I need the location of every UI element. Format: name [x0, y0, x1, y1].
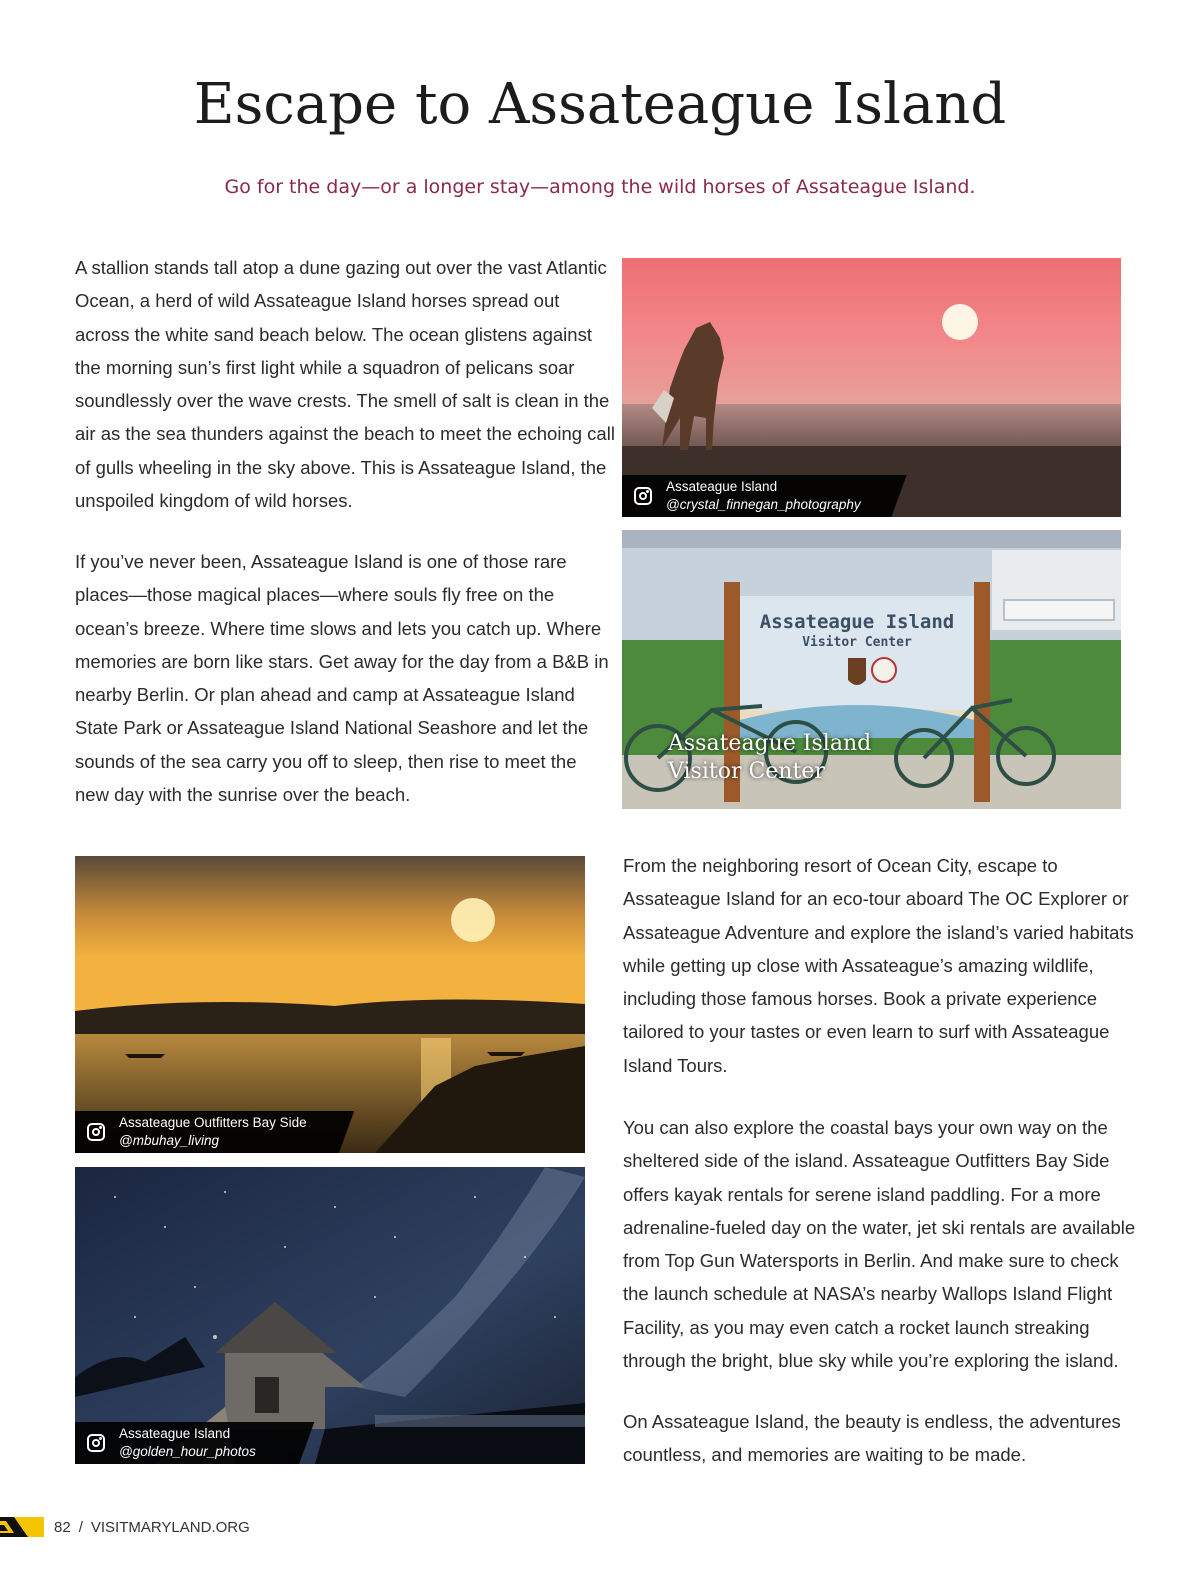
credit-location: Assateague Outfitters Bay Side [119, 1115, 307, 1130]
coastal-bays-paragraph: You can also explore the coastal bays your own way on the sheltered side of the island. Assateague Outfitters Bay Side offers kayak rentals for serene island paddling. For a more adrenaline-fueled day on the water, jet ski rentals are available from Top Gun Watersports in Berlin. And make sure to check the launch schedule at NASA’s nearby Wallops Island Flight Facility, as you may even catch a rocket launch streaking through the bright, blue sky while you’re exploring the island. [623, 1117, 1136, 1372]
page-footer [0, 1515, 250, 1539]
credit-location: Assateague Island [666, 479, 778, 494]
milky-way-photo [75, 1167, 585, 1464]
page-number: 82 [54, 1518, 71, 1536]
second-paragraph: If you’ve never been, Assateague Island is one of those rare places—those magical places—where souls fly free on the ocean’s breeze. Where time slows and lets you catch up. Where memories are born like stars. Get away for the day from a B&B in nearby Berlin. Or plan ahead and camp at Assateague Island State Park or Assateague Island National Seashore and let the sounds of the sea carry you off to sleep, then rise to meet the new day with the sunrise over the beach. [75, 551, 609, 806]
site-link[interactable]: VISITMARYLAND.ORG [90, 1518, 250, 1536]
instagram-icon [87, 1434, 105, 1452]
photo-credit [75, 1111, 417, 1153]
horse-sunset-photo [622, 258, 1121, 517]
credit-handle: @crystal_finnegan_photography [666, 497, 861, 512]
visitor-center-caption [668, 730, 871, 786]
caption-line1: Assateague Island [668, 731, 872, 756]
page-subtitle: Go for the day—or a longer stay—among the wild horses of Assateague Island. [224, 176, 976, 198]
sign-line1: Assateague Island [759, 611, 955, 633]
kayak-sunset-image [75, 856, 585, 1153]
credit-handle: @mbuhay_living [119, 1133, 220, 1148]
credit-handle: @golden_hour_photos [119, 1444, 256, 1459]
page-title: Escape to Assateague Island [193, 72, 1007, 137]
maryland-flag-icon [0, 1517, 44, 1537]
caption-line2: Visitor Center [668, 759, 825, 784]
visitor-center-photo [622, 530, 1121, 809]
closing-paragraph: On Assateague Island, the beauty is endless, the adventures countless, and memories are waiting to be made. [623, 1411, 1121, 1466]
milky-way-image [75, 1167, 585, 1464]
eco-tour-paragraph: From the neighboring resort of Ocean City, escape to Assateague Island for an eco-tour aboard The OC Explorer or Assateague Adventure and explore the island’s varied habitats while getting up close with Assateague’s amazing wildlife, including those famous horses. Book a private experience tailored to your tastes or even learn to surf with Assateague Island Tours. [623, 855, 1134, 1076]
sign-line2: Visitor Center [802, 635, 912, 650]
photo-credit [75, 1422, 366, 1464]
footer-separator: / [78, 1518, 83, 1536]
kayak-sunset-photo [75, 856, 585, 1153]
credit-location: Assateague Island [119, 1426, 231, 1441]
intro-paragraph: A stallion stands tall atop a dune gazing out over the vast Atlantic Ocean, a herd of wild Assateague Island horses spread out across the white sand beach below. The ocean glistens against the morning sun’s first light while a squadron of pelicans soar soundlessly over the wave crests. The smell of salt is clean in the air as the sea thunders against the beach to meet the echoing call of gulls wheeling in the sky above. This is Assateague Island, the unspoiled kingdom of wild horses. [75, 257, 615, 512]
instagram-icon [87, 1123, 105, 1141]
instagram-icon [634, 487, 652, 505]
photo-credit [622, 475, 971, 517]
